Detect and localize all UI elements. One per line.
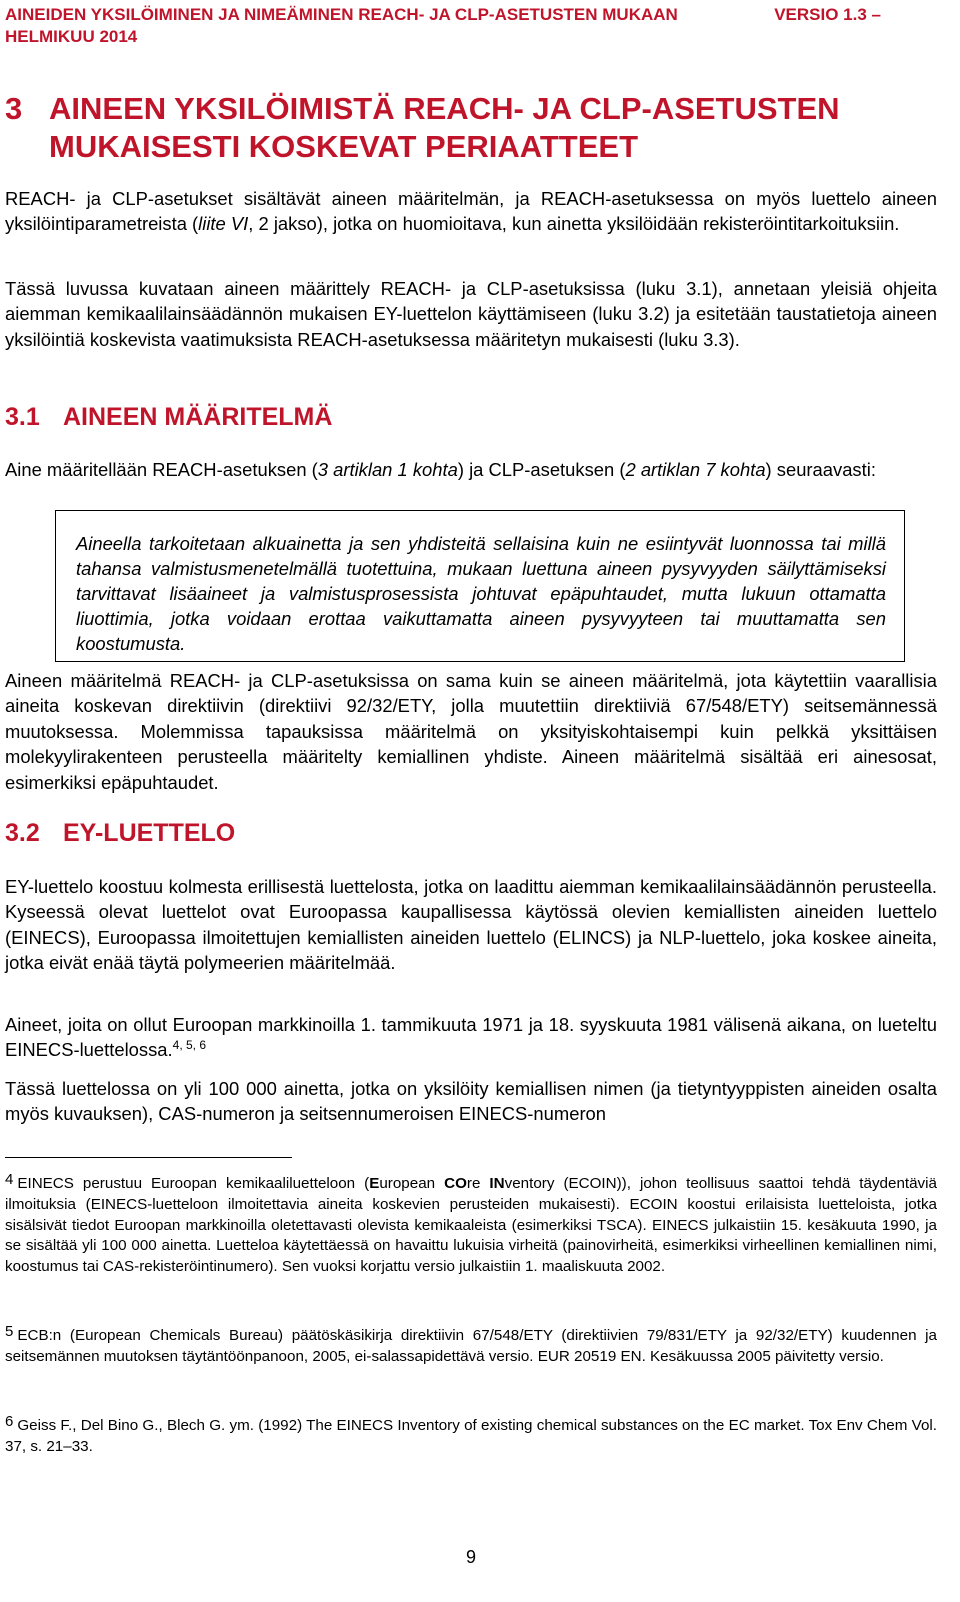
footnote-marker: 4	[5, 1171, 14, 1188]
definition-intro-ref-1: 3 artiklan 1 kohta	[317, 459, 458, 480]
footnote-4	[5, 1170, 937, 1278]
ec-inventory-paragraph-1: EY-luettelo koostuu kolmesta erillisestä luettelosta, jotka on laadittu aiemman kemikaalilainsäädännön perusteella. Kyseessä olevat luettelot ovat Euroopassa kaupallisessa käytössä olevien kemiallisten aineiden luettelo (EINECS), Euroopassa ilmoitettujen kemiallisten aineiden luettelo (ELINCS) ja NLP-luettelo, joka koskee aineita, jotka eivät enää täytä polymeerien määritelmää.	[5, 876, 937, 974]
footnote-marker: 6	[5, 1413, 14, 1430]
section-title: EY-LUETTELO	[63, 819, 236, 847]
definition-intro-text-c: ) seuraavasti:	[765, 459, 876, 480]
ec-inventory-paragraph-2	[5, 1012, 937, 1063]
definition-intro-ref-2: 2 artiklan 7 kohta	[625, 459, 766, 480]
intro-paragraph-1	[5, 186, 937, 237]
footnote-4-text-a: EINECS perustuu Euroopan kemikaaliluetteloon (	[17, 1175, 370, 1192]
footnote-5-text: ECB:n (European Chemicals Bureau) päätöskäsikirja direktiivin 67/548/ETY (direktiivien 79/831/ETY ja 92/32/ETY) kuudennen ja seitsemännen muutoksen täytäntöönpanoon, 2005, ei-salassapidettävä versio. EUR 20519 EN. Kesäkuussa 2005 päivitetty versio.	[5, 1327, 937, 1365]
footnote-4-bold-1: E	[369, 1175, 380, 1192]
section-number: 3.1	[5, 403, 40, 431]
footnote-6	[5, 1412, 937, 1458]
intro-p1-text-b: , 2 jakso), jotka on huomioitava, kun ainetta yksilöidään rekisteröintitarkoituksiin.	[248, 213, 900, 235]
chapter-number: 3	[5, 91, 23, 126]
header-date: HELMIKUU 2014	[5, 27, 138, 46]
definition-intro-text-a: Aine määritellään REACH-asetuksen (	[5, 459, 318, 480]
footnote-5	[5, 1322, 937, 1368]
definition-text: Aineella tarkoitetaan alkuainetta ja sen yhdisteitä sellaisina kuin ne esiintyvät luonnossa tai millä tahansa valmistusmenetelmällä tuotettuina, mukaan luettuna aineen pysyvyyden säilyttämiseksi tarvittavat lisäaineet ja valmistusprosessista johtuvat epäpuhtaudet, mutta lukuun ottamatta liuottimia, jotka voidaan erottaa vaikuttamatta aineen pysyvyyteen tai muuttamatta sen koostumusta.	[76, 533, 886, 654]
definition-box	[55, 510, 905, 662]
definition-comparison-paragraph: Aineen määritelmä REACH- ja CLP-asetuksissa on sama kuin se aineen määritelmä, jota käytettiin vaarallisia aineita koskevan direktiivin (direktiivi 92/32/ETY, jolla muutettiin direktiiviä 67/548/ETY) seitsemännessä muutoksessa. Molemmissa tapauksissa määritelmä on yksityiskohtaisempi kuin pelkkä yksittäisen molekyylirakenteen perusteella määritelty kemiallinen yhdiste. Aineen määritelmä sisältää eri ainesosat, esimerkiksi epäpuhtaudet.	[5, 670, 937, 793]
footnote-4-text-b: uropean	[379, 1175, 445, 1192]
section-title: AINEEN MÄÄRITELMÄ	[63, 403, 333, 431]
definition-intro-text-b: ) ja CLP-asetuksen (	[457, 459, 626, 480]
page-number: 9	[465, 1547, 476, 1567]
footnote-4-bold-2: CO	[444, 1175, 467, 1192]
footnote-6-text: Geiss F., Del Bino G., Blech G. ym. (1992) The EINECS Inventory of existing chemical substances on the EC market. Tox Env Chem Vol. 37, s. 21–33.	[5, 1417, 937, 1455]
footnote-marker: 5	[5, 1323, 14, 1340]
footnote-4-text-d: ventory (ECOIN)), johon teollisuus saattoi tehdä täydentäviä ilmoituksia (EINECS-luetteloon ilmoitettavia aineita koskevien perusteiden mukaisesti). ECOIN koostui erilaisista luetteloista, jotka sisälsivät tiedot Euroopan markkinoilla oletettavasti olevista kemikaaleista (esimerkiksi TSCA). EINECS julkaistiin 15. kesäkuuta 1990, ja se sisältää yli 100 000 ainetta. Luetteloa käytettäessä on havaittu lukuisia virheitä (painovirheitä, esimerkiksi virheellinen kemiallinen nimi, koostumus tai CAS-rekisteröintinumero). Sen vuoksi korjattu versio julkaistiin 1. maaliskuuta 2002.	[5, 1175, 937, 1276]
intro-p1-text-a: REACH- ja CLP-asetukset sisältävät aineen määritelmän, ja REACH-asetuksessa on myös luettelo aineen yksilöintiparametreista (	[5, 188, 937, 235]
intro-p1-italic: liite VI	[198, 213, 249, 235]
section-number: 3.2	[5, 819, 40, 847]
definition-intro	[5, 457, 937, 482]
chapter-title: AINEEN YKSILÖIMISTÄ REACH- JA CLP-ASETUSTEN MUKAISESTI KOSKEVAT PERIAATTEET	[49, 91, 840, 164]
header-version: VERSIO 1.3 –	[774, 5, 881, 24]
footnote-4-text-c: re	[466, 1175, 490, 1192]
footnote-separator	[5, 1157, 292, 1158]
intro-paragraph-2: Tässä luvussa kuvataan aineen määrittely REACH- ja CLP-asetuksissa (luku 3.1), annetaan yleisiä ohjeita aiemman kemikaalilainsäädännön mukaisen EY-luettelon käyttämiseen (luku 3.2) ja esitetään taustatietoja aineen yksilöintiä koskevista vaatimuksista REACH-asetuksessa määritetyn mukaisesti (luku 3.3).	[5, 278, 937, 350]
header-title: AINEIDEN YKSILÖIMINEN JA NIMEÄMINEN REACH- JA CLP-ASETUSTEN MUKAAN	[5, 5, 678, 24]
footnote-4-bold-3: IN	[489, 1175, 505, 1192]
ec-inventory-p2-text: Aineet, joita on ollut Euroopan markkinoilla 1. tammikuuta 1971 ja 18. syyskuuta 1981 välisenä aikana, on lueteltu EINECS-luettelossa.	[5, 1014, 937, 1061]
footnote-refs: 4, 5, 6	[172, 1038, 206, 1053]
ec-inventory-paragraph-3: Tässä luettelossa on yli 100 000 ainetta, jotka on yksilöity kemiallisen nimen (ja tietyntyyppisten aineiden osalta myös kuvauksen), CAS-numeron ja seitsennumeroisen EINECS-numeron	[5, 1078, 937, 1125]
